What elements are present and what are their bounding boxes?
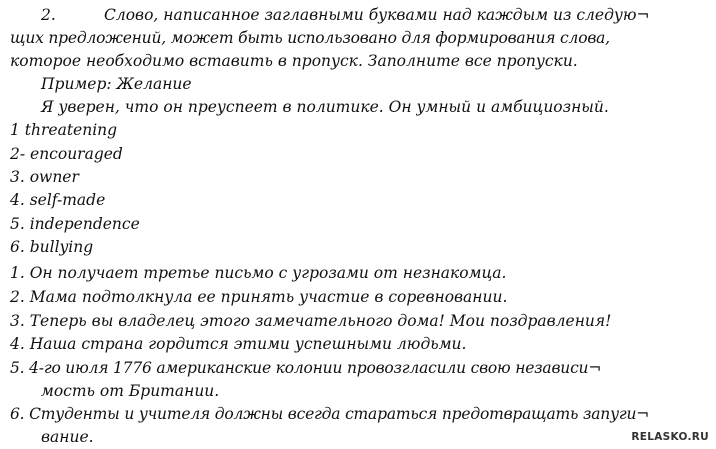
instruction-line-2: щих предложений, может быть использовано для формирования слова, bbox=[10, 29, 610, 47]
answer-item: 3. owner bbox=[10, 168, 79, 186]
answer-item: 4. self-made bbox=[10, 191, 106, 209]
answer-item: 2- encouraged bbox=[10, 145, 123, 163]
example-label: Пример: Желание bbox=[41, 75, 192, 93]
translation-sentence-continuation: вание. bbox=[41, 428, 94, 446]
instruction-line-1: Слово, написанное заглавными буквами над каждым из следую¬ bbox=[104, 6, 650, 24]
translation-sentence: 5. 4-го июля 1776 американские колонии провозгласили свою независи¬ bbox=[10, 359, 602, 377]
translation-sentence: 4. Наша страна гордится этими успешными людьми. bbox=[10, 335, 467, 353]
example-sentence: Я уверен, что он преуспеет в политике. Он умный и амбициозный. bbox=[41, 98, 609, 116]
translation-sentence-continuation: мость от Британии. bbox=[41, 382, 220, 400]
translation-sentence: 3. Теперь вы владелец этого замечательного дома! Мои поздравления! bbox=[10, 312, 612, 330]
answer-item: 6. bullying bbox=[10, 238, 94, 256]
translation-sentence: 1. Он получает третье письмо с угрозами от незнакомца. bbox=[10, 264, 507, 282]
answer-item: 1 threatening bbox=[10, 121, 118, 139]
instruction-line-3: которое необходимо вставить в пропуск. Заполните все пропуски. bbox=[10, 52, 578, 70]
answer-item: 5. independence bbox=[10, 215, 140, 233]
task-number: 2. bbox=[41, 6, 56, 24]
translation-sentence: 2. Мама подтолкнула ее принять участие в соревновании. bbox=[10, 288, 508, 306]
translation-sentence: 6. Студенты и учителя должны всегда стараться предотвращать запуги¬ bbox=[10, 405, 650, 423]
site-watermark: RELASKO.RU bbox=[631, 431, 709, 443]
